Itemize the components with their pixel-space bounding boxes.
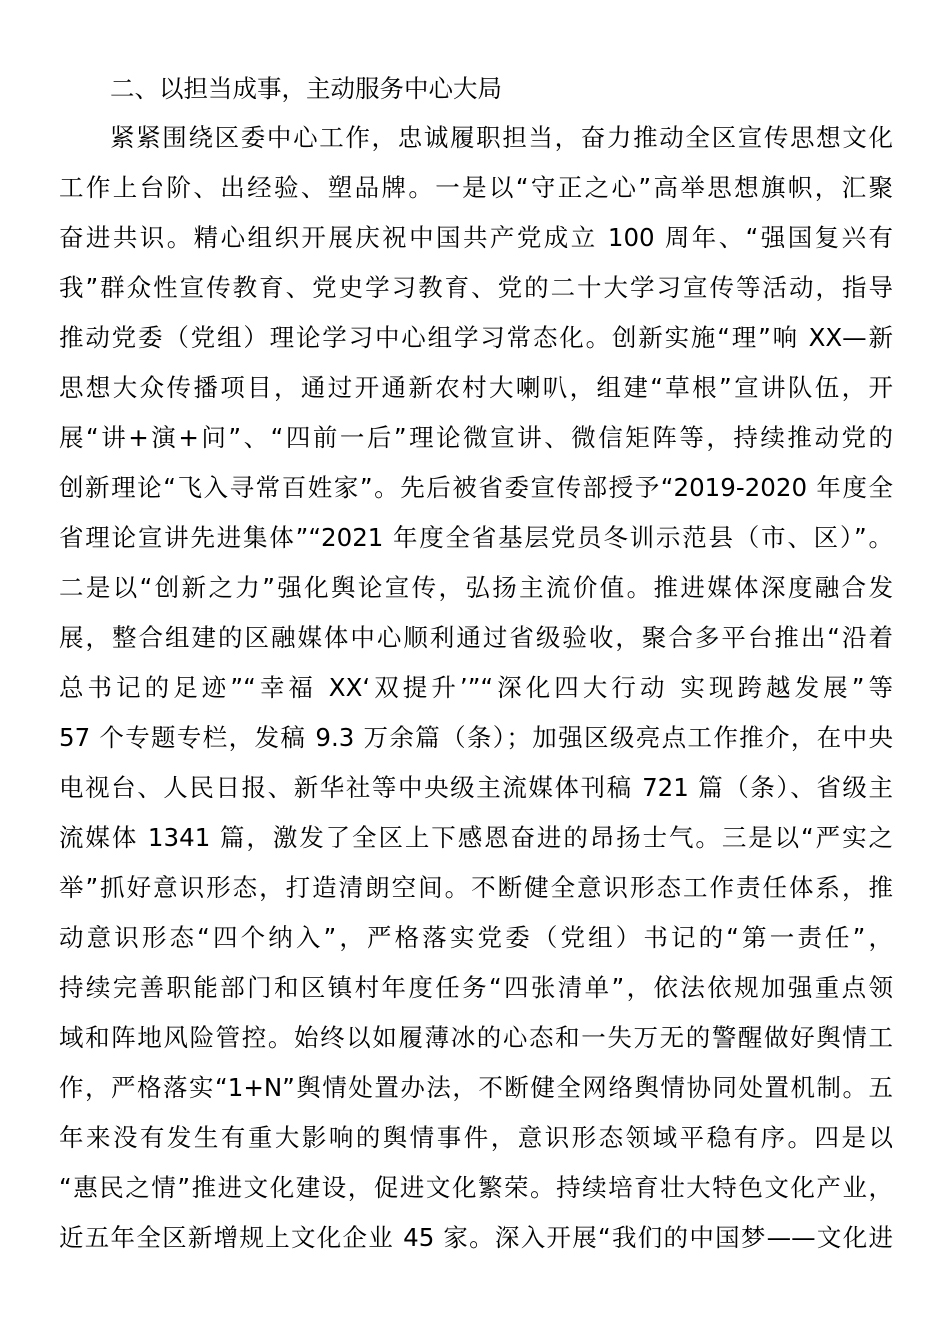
paragraph-line: 举”抓好意识形态，打造清朗空间。不断健全意识形态工作责任体系，推 [59, 873, 893, 902]
paragraph-line: 二是以“创新之力”强化舆论宣传，弘扬主流价值。推进媒体深度融合发 [59, 573, 893, 602]
paragraph-line: 电视台、人民日报、新华社等中央级主流媒体刊稿 721 篇（条）、省级主 [59, 773, 893, 802]
paragraph-line: 思想大众传播项目，通过开通新农村大喇叭，组建“草根”宣讲队伍，开 [59, 373, 893, 402]
paragraph-line: “惠民之情”推进文化建设，促进文化繁荣。持续培育壮大特色文化产业， [59, 1173, 893, 1202]
paragraph-line: 57 个专题专栏，发稿 9.3 万余篇（条）；加强区级亮点工作推介，在中央 [59, 723, 893, 752]
paragraph-line: 作，严格落实“1+N”舆情处置办法，不断健全网络舆情协同处置机制。五 [59, 1073, 893, 1102]
paragraph-line: 我”群众性宣传教育、党史学习教育、党的二十大学习宣传等活动，指导 [59, 273, 893, 302]
paragraph-line: 总书记的足迹”“幸福 XX‘双提升’”“深化四大行动 实现跨越发展”等 [59, 673, 893, 702]
paragraph-line: 省理论宣讲先进集体”“2021 年度全省基层党员冬训示范县（市、区）”。 [59, 523, 893, 552]
paragraph-line: 域和阵地风险管控。始终以如履薄冰的心态和一失万无的警醒做好舆情工 [59, 1023, 893, 1052]
paragraph-line: 创新理论“飞入寻常百姓家”。先后被省委宣传部授予“2019-2020 年度全 [59, 473, 893, 502]
paragraph-line: 工作上台阶、出经验、塑品牌。一是以“守正之心”高举思想旗帜，汇聚 [59, 173, 893, 202]
paragraph-line: 展，整合组建的区融媒体中心顺利通过省级验收，聚合多平台推出“沿着 [59, 623, 893, 652]
paragraph-line: 紧紧围绕区委中心工作，忠诚履职担当，奋力推动全区宣传思想文化 [110, 123, 893, 152]
paragraph-line: 推动党委（党组）理论学习中心组学习常态化。创新实施“理”响 XX—新 [59, 323, 893, 352]
paragraph-line: 年来没有发生有重大影响的舆情事件，意识形态领域平稳有序。四是以 [59, 1123, 893, 1152]
paragraph-line: 展“讲+演+问”、“四前一后”理论微宣讲、微信矩阵等，持续推动党的 [59, 423, 893, 452]
paragraph-line: 奋进共识。精心组织开展庆祝中国共产党成立 100 周年、“强国复兴有 [59, 223, 893, 252]
paragraph-line: 动意识形态“四个纳入”，严格落实党委（党组）书记的“第一责任”， [59, 923, 893, 952]
paragraph-line: 近五年全区新增规上文化企业 45 家。深入开展“我们的中国梦——文化进 [59, 1223, 893, 1252]
paragraph-line: 流媒体 1341 篇，激发了全区上下感恩奋进的昂扬士气。三是以“严实之 [59, 823, 893, 852]
section-heading: 二、以担当成事，主动服务中心大局 [110, 74, 502, 103]
paragraph-line: 持续完善职能部门和区镇村年度任务“四张清单”，依法依规加强重点领 [59, 973, 893, 1002]
